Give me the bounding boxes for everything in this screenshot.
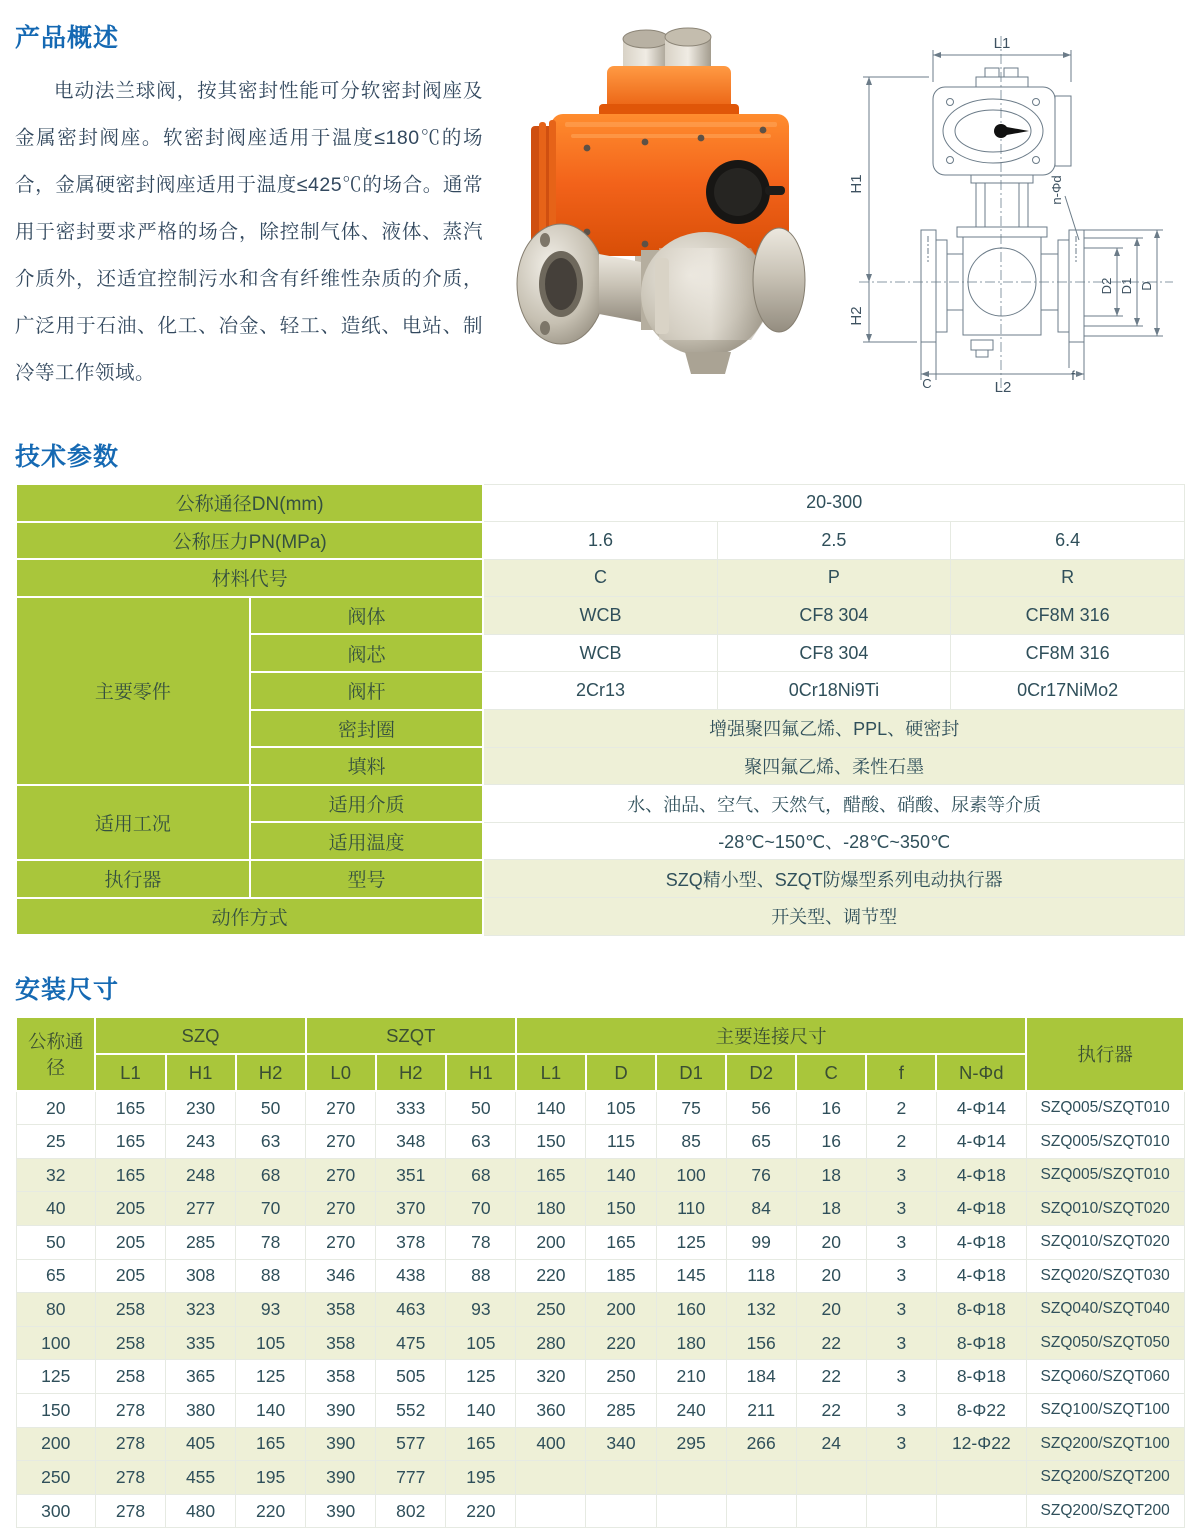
dims-value-cell	[796, 1461, 866, 1495]
dims-value-cell: 100	[656, 1158, 726, 1192]
dims-value-cell: 505	[376, 1360, 446, 1394]
dims-value-cell: 390	[306, 1393, 376, 1427]
dims-actuator-cell: SZQ005/SZQT010	[1026, 1158, 1184, 1192]
dims-value-cell: 3	[866, 1393, 936, 1427]
dims-value-cell: 140	[586, 1158, 656, 1192]
valve-photo-illustration	[495, 22, 825, 390]
tech-value-cell: CF8M 316	[951, 634, 1185, 672]
dims-value-cell: 65	[726, 1125, 796, 1159]
dims-value-cell: 205	[95, 1192, 165, 1226]
dims-actuator-cell: SZQ200/SZQT200	[1026, 1494, 1184, 1528]
dims-value-cell: 308	[166, 1259, 236, 1293]
dims-value-cell: 93	[446, 1293, 516, 1327]
dims-value-cell: 278	[95, 1494, 165, 1528]
dims-value-cell: 70	[446, 1192, 516, 1226]
tech-value-cell: WCB	[483, 634, 717, 672]
dims-value-cell: 285	[586, 1393, 656, 1427]
dims-value-cell: 50	[446, 1091, 516, 1125]
dims-table-row	[16, 1125, 1184, 1159]
dims-value-cell: 577	[376, 1427, 446, 1461]
dims-value-cell: 2	[866, 1125, 936, 1159]
dims-actuator-cell: SZQ010/SZQT020	[1026, 1226, 1184, 1260]
tech-value-cell: -28℃~150℃、-28℃~350℃	[483, 822, 1184, 860]
dims-subheader-cell: D	[586, 1054, 656, 1091]
dims-dn-cell: 300	[16, 1494, 95, 1528]
dims-value-cell: 105	[586, 1091, 656, 1125]
dims-value-cell: 68	[236, 1158, 306, 1192]
dims-value-cell: 165	[95, 1091, 165, 1125]
overview-section	[15, 18, 1185, 401]
dims-value-cell: 340	[586, 1427, 656, 1461]
dims-subheader-cell: f	[866, 1054, 936, 1091]
dim-label-f: f	[1071, 368, 1075, 383]
dims-value-cell: 16	[796, 1125, 866, 1159]
dims-value-cell: 93	[236, 1293, 306, 1327]
dims-value-cell: 75	[656, 1091, 726, 1125]
dims-value-cell	[586, 1461, 656, 1495]
dims-value-cell: 211	[726, 1393, 796, 1427]
dims-value-cell: 210	[656, 1360, 726, 1394]
install-dims-table	[15, 1016, 1185, 1528]
tech-params-table	[15, 483, 1185, 936]
dims-value-cell: 185	[586, 1259, 656, 1293]
dims-table-row	[16, 1461, 1184, 1495]
dims-value-cell: 105	[446, 1326, 516, 1360]
dims-value-cell: 243	[166, 1125, 236, 1159]
tech-value-cell: 增强聚四氟乙烯、PPL、硬密封	[483, 710, 1184, 748]
tech-value-cell: 2Cr13	[483, 672, 717, 710]
dims-value-cell: 777	[376, 1461, 446, 1495]
dim-label-h1: H1	[848, 174, 865, 194]
tech-table-row	[16, 522, 1185, 560]
dims-value-cell: 295	[656, 1427, 726, 1461]
dims-value-cell: 99	[726, 1226, 796, 1260]
dims-value-cell: 50	[236, 1091, 306, 1125]
overview-text-block	[15, 18, 483, 397]
dims-value-cell: 180	[516, 1192, 586, 1226]
dims-table-row	[16, 1360, 1184, 1394]
dims-value-cell	[516, 1461, 586, 1495]
dims-value-cell: 438	[376, 1259, 446, 1293]
dims-value-cell: 125	[656, 1226, 726, 1260]
dims-value-cell: 132	[726, 1293, 796, 1327]
dims-value-cell: 220	[446, 1494, 516, 1528]
dims-value-cell: 250	[586, 1360, 656, 1394]
dims-actuator-cell: SZQ005/SZQT010	[1026, 1091, 1184, 1125]
dims-dn-cell: 50	[16, 1226, 95, 1260]
dims-value-cell	[656, 1461, 726, 1495]
dims-actuator-cell: SZQ050/SZQT050	[1026, 1326, 1184, 1360]
tech-value-cell: 聚四氟乙烯、柔性石墨	[483, 747, 1184, 785]
dims-subheader-cell: C	[796, 1054, 866, 1091]
dims-table-row	[16, 1293, 1184, 1327]
dims-value-cell: 16	[796, 1091, 866, 1125]
dims-dn-cell: 25	[16, 1125, 95, 1159]
dims-value-cell: 24	[796, 1427, 866, 1461]
dims-value-cell: 165	[446, 1427, 516, 1461]
dims-value-cell: 3	[866, 1360, 936, 1394]
dims-value-cell: 205	[95, 1259, 165, 1293]
dims-table-row	[16, 1158, 1184, 1192]
dims-value-cell: 184	[726, 1360, 796, 1394]
dims-subheader-cell: H1	[446, 1054, 516, 1091]
dims-value-cell: 220	[236, 1494, 306, 1528]
dims-value-cell: 455	[166, 1461, 236, 1495]
dims-value-cell: 63	[236, 1125, 306, 1159]
dims-value-cell: 180	[656, 1326, 726, 1360]
dims-value-cell: 140	[516, 1091, 586, 1125]
dim-label-d2: D2	[1099, 277, 1114, 295]
tech-value-cell: WCB	[483, 597, 717, 635]
dims-value-cell	[656, 1494, 726, 1528]
dims-dn-cell: 125	[16, 1360, 95, 1394]
dims-subheader-cell: H2	[376, 1054, 446, 1091]
dims-value-cell: 378	[376, 1226, 446, 1260]
dims-value-cell: 380	[166, 1393, 236, 1427]
dims-value-cell: 84	[726, 1192, 796, 1226]
overview-title: 产品概述	[15, 24, 120, 52]
dims-value-cell: 20	[796, 1226, 866, 1260]
tech-value-cell: CF8 304	[717, 634, 951, 672]
tech-label-cell: 密封圈	[250, 710, 484, 748]
tech-value-cell: SZQ精小型、SZQT防爆型系列电动执行器	[483, 860, 1184, 898]
dims-value-cell: 200	[586, 1293, 656, 1327]
tech-table-row	[16, 898, 1185, 936]
dims-dn-cell: 100	[16, 1326, 95, 1360]
dims-value-cell: 248	[166, 1158, 236, 1192]
dims-value-cell: 63	[446, 1125, 516, 1159]
dims-value-cell: 365	[166, 1360, 236, 1394]
overview-paragraph: 电动法兰球阀，按其密封性能可分软密封阀座及金属密封阀座。软密封阀座适用于温度≤180℃的场合，金属硬密封阀座适用于温度≤425℃的场合。通常用于密封要求严格的场合，除控制气体、液体、蒸汽介质外，还适宜控制污水和含有纤维性杂质的介质，广泛用于石油、化工、冶金、轻工、造纸、电站、制冷等工作领域。	[15, 80, 483, 384]
tech-label-cell: 材料代号	[16, 559, 483, 597]
dims-dn-cell: 250	[16, 1461, 95, 1495]
install-dims-title: 安装尺寸	[15, 976, 120, 1005]
dims-value-cell: 280	[516, 1326, 586, 1360]
tech-value-cell: C	[483, 559, 717, 597]
dims-value-cell	[516, 1494, 586, 1528]
product-photo	[495, 22, 825, 395]
dims-value-cell: 333	[376, 1091, 446, 1125]
dims-value-cell: 70	[236, 1192, 306, 1226]
dims-value-cell: 22	[796, 1393, 866, 1427]
tech-value-cell: 0Cr17NiMo2	[951, 672, 1185, 710]
dims-value-cell: 200	[516, 1226, 586, 1260]
dims-value-cell: 278	[95, 1461, 165, 1495]
dims-value-cell: 105	[236, 1326, 306, 1360]
dims-value-cell: 3	[866, 1158, 936, 1192]
dims-actuator-cell: SZQ100/SZQT100	[1026, 1393, 1184, 1427]
dims-actuator-cell: SZQ020/SZQT030	[1026, 1259, 1184, 1293]
dims-value-cell: 22	[796, 1360, 866, 1394]
dims-value-cell: 165	[95, 1158, 165, 1192]
dims-value-cell: 230	[166, 1091, 236, 1125]
dims-value-cell: 20	[796, 1259, 866, 1293]
dims-value-cell: 2	[866, 1091, 936, 1125]
dims-header-dn: 公称通径	[16, 1017, 95, 1091]
dims-value-cell: 118	[726, 1259, 796, 1293]
dims-value-cell: 140	[236, 1393, 306, 1427]
dims-value-cell	[936, 1494, 1026, 1528]
tech-label-cell: 适用温度	[250, 822, 484, 860]
dims-value-cell: 4-Φ14	[936, 1125, 1026, 1159]
dims-value-cell: 552	[376, 1393, 446, 1427]
dims-value-cell: 358	[306, 1293, 376, 1327]
dims-value-cell: 220	[516, 1259, 586, 1293]
dims-table-row	[16, 1326, 1184, 1360]
dim-label-l2: L2	[994, 379, 1012, 396]
dims-value-cell: 277	[166, 1192, 236, 1226]
dims-dn-cell: 65	[16, 1259, 95, 1293]
tech-label-cell: 适用工况	[16, 785, 250, 860]
dims-value-cell: 220	[586, 1326, 656, 1360]
tech-label-cell: 公称压力PN(MPa)	[16, 522, 483, 560]
dims-value-cell: 270	[306, 1192, 376, 1226]
dims-actuator-cell: SZQ200/SZQT200	[1026, 1461, 1184, 1495]
dims-dn-cell: 150	[16, 1393, 95, 1427]
dim-label-d1: D1	[1119, 277, 1134, 295]
dims-value-cell: 145	[656, 1259, 726, 1293]
install-dims-section	[15, 970, 1185, 1528]
dims-table-row	[16, 1427, 1184, 1461]
dims-value-cell: 140	[446, 1393, 516, 1427]
dims-value-cell: 165	[236, 1427, 306, 1461]
dims-value-cell: 270	[306, 1125, 376, 1159]
dims-value-cell: 110	[656, 1192, 726, 1226]
dims-value-cell: 85	[656, 1125, 726, 1159]
dims-value-cell: 802	[376, 1494, 446, 1528]
dimension-drawing	[833, 24, 1185, 401]
dim-label-h2: H2	[848, 306, 865, 326]
dims-value-cell: 360	[516, 1393, 586, 1427]
dims-value-cell: 475	[376, 1326, 446, 1360]
tech-table-row	[16, 785, 1185, 823]
dims-value-cell: 258	[95, 1360, 165, 1394]
dims-value-cell: 150	[516, 1125, 586, 1159]
dims-actuator-cell: SZQ010/SZQT020	[1026, 1192, 1184, 1226]
dims-value-cell: 405	[166, 1427, 236, 1461]
tech-table-row	[16, 597, 1185, 635]
tech-label-cell: 型号	[250, 860, 484, 898]
dims-table-row	[16, 1226, 1184, 1260]
dims-table-row	[16, 1259, 1184, 1293]
tech-label-cell: 执行器	[16, 860, 250, 898]
dims-value-cell	[866, 1494, 936, 1528]
valve-dimension-drawing	[833, 24, 1185, 396]
dims-value-cell: 115	[586, 1125, 656, 1159]
dims-value-cell: 205	[95, 1226, 165, 1260]
dims-header-actuator: 执行器	[1026, 1017, 1184, 1091]
dims-value-cell: 8-Φ22	[936, 1393, 1026, 1427]
dims-value-cell	[936, 1461, 1026, 1495]
dims-subheader-cell: H1	[166, 1054, 236, 1091]
dims-value-cell: 4-Φ18	[936, 1259, 1026, 1293]
dims-value-cell: 400	[516, 1427, 586, 1461]
tech-value-cell: 开关型、调节型	[483, 898, 1184, 936]
tech-label-cell: 主要零件	[16, 597, 250, 785]
dims-value-cell: 8-Φ18	[936, 1293, 1026, 1327]
dims-value-cell: 358	[306, 1360, 376, 1394]
dims-value-cell: 18	[796, 1192, 866, 1226]
dims-value-cell: 4-Φ14	[936, 1091, 1026, 1125]
dims-value-cell: 348	[376, 1125, 446, 1159]
tech-value-cell: 水、油品、空气、天然气，醋酸、硝酸、尿素等介质	[483, 785, 1184, 823]
dims-value-cell: 278	[95, 1393, 165, 1427]
tech-label-cell: 阀芯	[250, 634, 484, 672]
dim-label-d: D	[1139, 281, 1154, 291]
dims-value-cell: 266	[726, 1427, 796, 1461]
dims-value-cell: 165	[586, 1226, 656, 1260]
dims-value-cell: 4-Φ18	[936, 1192, 1026, 1226]
tech-label-cell: 公称通径DN(mm)	[16, 484, 483, 522]
tech-table-row	[16, 559, 1185, 597]
dims-subheader-cell: D2	[726, 1054, 796, 1091]
dims-value-cell: 20	[796, 1293, 866, 1327]
tech-value-cell: 1.6	[483, 522, 717, 560]
dims-header-szqt: SZQT	[306, 1017, 516, 1054]
dims-value-cell	[726, 1461, 796, 1495]
dims-value-cell: 3	[866, 1326, 936, 1360]
tech-label-cell: 适用介质	[250, 785, 484, 823]
dims-value-cell: 4-Φ18	[936, 1226, 1026, 1260]
dims-value-cell: 8-Φ18	[936, 1360, 1026, 1394]
dims-value-cell: 258	[95, 1293, 165, 1327]
dims-value-cell: 480	[166, 1494, 236, 1528]
dims-value-cell: 285	[166, 1226, 236, 1260]
dims-value-cell: 165	[516, 1158, 586, 1192]
dims-value-cell: 150	[586, 1192, 656, 1226]
dims-dn-cell: 32	[16, 1158, 95, 1192]
dims-table-row	[16, 1192, 1184, 1226]
tech-label-cell: 填料	[250, 747, 484, 785]
dims-value-cell	[796, 1494, 866, 1528]
dims-value-cell: 88	[446, 1259, 516, 1293]
tech-table-row	[16, 860, 1185, 898]
dims-subheader-cell: D1	[656, 1054, 726, 1091]
dims-subheader-cell: L1	[95, 1054, 165, 1091]
dims-value-cell: 390	[306, 1494, 376, 1528]
dims-actuator-cell: SZQ040/SZQT040	[1026, 1293, 1184, 1327]
dims-subheader-cell: L1	[516, 1054, 586, 1091]
tech-value-cell: P	[717, 559, 951, 597]
dims-value-cell: 78	[236, 1226, 306, 1260]
dims-value-cell: 22	[796, 1326, 866, 1360]
dims-table-row	[16, 1494, 1184, 1528]
dims-actuator-cell: SZQ060/SZQT060	[1026, 1360, 1184, 1394]
tech-params-title: 技术参数	[15, 443, 120, 471]
dims-value-cell: 463	[376, 1293, 446, 1327]
dims-value-cell: 390	[306, 1427, 376, 1461]
dims-value-cell: 346	[306, 1259, 376, 1293]
tech-value-cell: 20-300	[483, 484, 1184, 522]
dims-value-cell: 165	[95, 1125, 165, 1159]
dims-value-cell: 370	[376, 1192, 446, 1226]
dims-value-cell: 3	[866, 1192, 936, 1226]
tech-value-cell: R	[951, 559, 1185, 597]
dims-subheader-cell: H2	[236, 1054, 306, 1091]
dims-value-cell: 335	[166, 1326, 236, 1360]
tech-value-cell: 0Cr18Ni9Ti	[717, 672, 951, 710]
tech-label-cell: 动作方式	[16, 898, 483, 936]
dims-value-cell: 320	[516, 1360, 586, 1394]
dims-value-cell: 195	[446, 1461, 516, 1495]
dims-value-cell: 323	[166, 1293, 236, 1327]
dims-value-cell: 3	[866, 1427, 936, 1461]
tech-value-cell: 2.5	[717, 522, 951, 560]
dims-value-cell: 56	[726, 1091, 796, 1125]
dims-actuator-cell: SZQ005/SZQT010	[1026, 1125, 1184, 1159]
tech-value-cell: CF8 304	[717, 597, 951, 635]
dims-table-row	[16, 1091, 1184, 1125]
dims-value-cell	[586, 1494, 656, 1528]
dims-value-cell: 156	[726, 1326, 796, 1360]
dims-value-cell: 12-Φ22	[936, 1427, 1026, 1461]
dims-value-cell: 270	[306, 1091, 376, 1125]
dim-label-l1: L1	[993, 35, 1011, 52]
dims-value-cell: 240	[656, 1393, 726, 1427]
tech-table-row	[16, 484, 1185, 522]
dims-value-cell: 390	[306, 1461, 376, 1495]
dims-value-cell: 270	[306, 1158, 376, 1192]
dims-header-szq: SZQ	[95, 1017, 305, 1054]
dims-value-cell: 88	[236, 1259, 306, 1293]
tech-value-cell: 6.4	[951, 522, 1185, 560]
dims-value-cell: 68	[446, 1158, 516, 1192]
dims-header-main-dims: 主要连接尺寸	[516, 1017, 1026, 1054]
dims-value-cell: 3	[866, 1226, 936, 1260]
dims-value-cell: 125	[446, 1360, 516, 1394]
dims-value-cell: 76	[726, 1158, 796, 1192]
dims-dn-cell: 200	[16, 1427, 95, 1461]
dims-value-cell: 8-Φ18	[936, 1326, 1026, 1360]
dims-value-cell: 195	[236, 1461, 306, 1495]
dims-value-cell: 358	[306, 1326, 376, 1360]
dim-label-nphid: n-Φd	[1049, 175, 1064, 205]
tech-value-cell: CF8M 316	[951, 597, 1185, 635]
dims-value-cell	[726, 1494, 796, 1528]
dims-value-cell: 258	[95, 1326, 165, 1360]
tech-label-cell: 阀杆	[250, 672, 484, 710]
dims-value-cell: 351	[376, 1158, 446, 1192]
dims-value-cell: 125	[236, 1360, 306, 1394]
dims-value-cell: 3	[866, 1259, 936, 1293]
dims-dn-cell: 80	[16, 1293, 95, 1327]
dims-value-cell: 160	[656, 1293, 726, 1327]
dims-subheader-cell: N-Φd	[936, 1054, 1026, 1091]
dims-value-cell: 18	[796, 1158, 866, 1192]
dims-value-cell	[866, 1461, 936, 1495]
dims-actuator-cell: SZQ200/SZQT100	[1026, 1427, 1184, 1461]
dims-value-cell: 270	[306, 1226, 376, 1260]
dims-value-cell: 250	[516, 1293, 586, 1327]
dims-dn-cell: 20	[16, 1091, 95, 1125]
dims-table-row	[16, 1393, 1184, 1427]
dims-value-cell: 278	[95, 1427, 165, 1461]
dims-value-cell: 4-Φ18	[936, 1158, 1026, 1192]
tech-label-cell: 阀体	[250, 597, 484, 635]
dims-value-cell: 3	[866, 1293, 936, 1327]
dims-value-cell: 78	[446, 1226, 516, 1260]
tech-params-section	[15, 437, 1185, 936]
dims-subheader-cell: L0	[306, 1054, 376, 1091]
dim-label-c: C	[922, 376, 932, 391]
dims-dn-cell: 40	[16, 1192, 95, 1226]
